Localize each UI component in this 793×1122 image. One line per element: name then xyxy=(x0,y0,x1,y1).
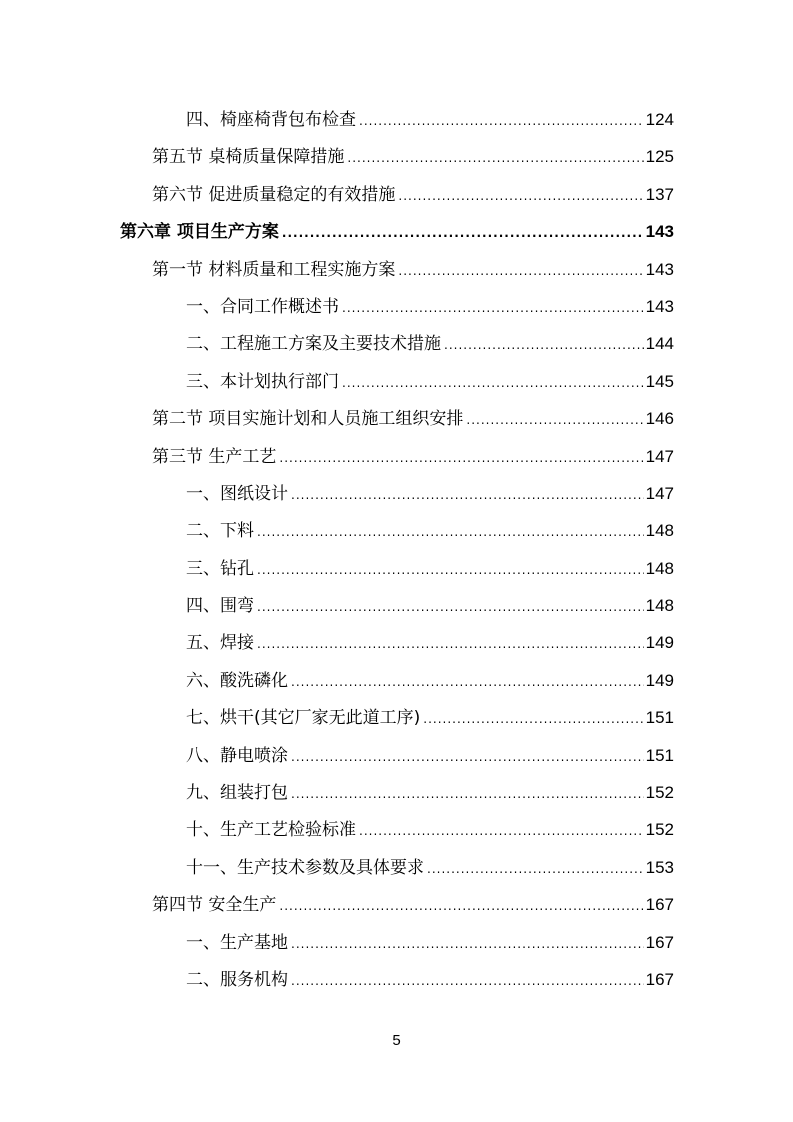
toc-entry-title: 第三节 生产工艺 xyxy=(152,446,277,467)
dot-leader xyxy=(291,776,644,813)
toc-entry[interactable] xyxy=(0,475,674,512)
toc-entry[interactable] xyxy=(0,176,674,213)
toc-entry-page: 144 xyxy=(645,334,674,354)
dot-leader xyxy=(359,813,644,850)
toc-entry-page: 167 xyxy=(645,932,674,952)
dot-leader xyxy=(257,552,644,589)
toc-entry-page: 143 xyxy=(645,296,674,316)
toc-entry[interactable] xyxy=(0,138,674,175)
toc-entry-title: 一、合同工作概述书 xyxy=(186,296,339,317)
toc-entry-page: 137 xyxy=(645,184,674,204)
toc-entry-title: 第二节 项目实施计划和人员施工组织安排 xyxy=(152,409,464,430)
toc-entry-title: 二、工程施工方案及主要技术措施 xyxy=(186,334,441,355)
toc-entry-page: 143 xyxy=(645,259,674,279)
toc-entry-title: 二、服务机构 xyxy=(186,969,288,990)
toc-entry[interactable] xyxy=(0,587,674,624)
table-of-contents xyxy=(0,101,793,998)
dot-leader xyxy=(444,327,644,364)
toc-entry-title: 一、图纸设计 xyxy=(186,483,288,504)
toc-entry-title: 六、酸洗磷化 xyxy=(186,670,288,691)
toc-entry-title: 九、组装打包 xyxy=(186,783,288,804)
dot-leader xyxy=(279,440,643,477)
toc-entry-title: 一、生产基地 xyxy=(186,932,288,953)
toc-entry-title: 十一、生产技术参数及具体要求 xyxy=(186,857,424,878)
dot-leader xyxy=(398,253,643,290)
toc-entry-page: 125 xyxy=(645,147,674,167)
dot-leader xyxy=(342,365,644,402)
dot-leader xyxy=(257,589,644,626)
dot-leader xyxy=(282,215,644,252)
toc-entry[interactable] xyxy=(0,662,674,699)
toc-entry[interactable] xyxy=(0,624,674,661)
toc-entry[interactable] xyxy=(0,961,674,998)
toc-entry-page: 148 xyxy=(645,596,674,616)
toc-entry-page: 149 xyxy=(645,633,674,653)
toc-entry[interactable] xyxy=(0,288,674,325)
toc-entry[interactable] xyxy=(0,699,674,736)
toc-entry-title: 八、静电喷涂 xyxy=(186,745,288,766)
toc-entry[interactable] xyxy=(0,400,674,437)
toc-entry[interactable] xyxy=(0,363,674,400)
dot-leader xyxy=(291,739,644,776)
dot-leader xyxy=(291,477,644,514)
toc-entry-title: 第五节 桌椅质量保障措施 xyxy=(152,147,345,168)
toc-entry[interactable] xyxy=(0,438,674,475)
toc-entry[interactable] xyxy=(0,737,674,774)
toc-entry[interactable] xyxy=(0,774,674,811)
toc-entry-title: 第六节 促进质量稳定的有效措施 xyxy=(152,184,396,205)
toc-entry-page: 152 xyxy=(645,783,674,803)
dot-leader xyxy=(342,290,644,327)
dot-leader xyxy=(427,851,644,888)
toc-entry-title: 四、围弯 xyxy=(186,596,254,617)
toc-entry-page: 149 xyxy=(645,670,674,690)
toc-entry[interactable] xyxy=(0,325,674,362)
toc-entry-page: 151 xyxy=(645,745,674,765)
toc-entry-page: 145 xyxy=(645,371,674,391)
toc-entry-page: 143 xyxy=(645,222,674,242)
toc-entry-page: 147 xyxy=(645,446,674,466)
dot-leader xyxy=(257,514,644,551)
toc-entry[interactable] xyxy=(0,101,674,138)
toc-entry-page: 151 xyxy=(645,708,674,728)
toc-entry-title: 第六章 项目生产方案 xyxy=(120,222,279,243)
dot-leader xyxy=(423,701,643,738)
toc-entry-title: 第四节 安全生产 xyxy=(152,895,277,916)
toc-entry[interactable] xyxy=(0,251,674,288)
dot-leader xyxy=(291,664,644,701)
dot-leader xyxy=(347,140,643,177)
toc-entry-page: 147 xyxy=(645,483,674,503)
toc-entry-page: 124 xyxy=(645,110,674,129)
dot-leader xyxy=(398,178,643,215)
toc-entry-page: 148 xyxy=(645,521,674,541)
dot-leader xyxy=(279,888,643,925)
toc-entry-title: 十、生产工艺检验标准 xyxy=(186,820,356,841)
toc-entry-title: 七、烘干(其它厂家无此道工序) xyxy=(186,708,421,729)
dot-leader xyxy=(291,926,644,963)
toc-entry-page: 152 xyxy=(645,820,674,840)
toc-entry-page: 167 xyxy=(645,969,674,989)
toc-entry-page: 167 xyxy=(645,895,674,915)
dot-leader xyxy=(466,402,643,439)
toc-entry[interactable] xyxy=(0,512,674,549)
toc-entry[interactable] xyxy=(0,811,674,848)
toc-entry[interactable] xyxy=(0,886,674,923)
toc-entry-title: 第一节 材料质量和工程实施方案 xyxy=(152,259,396,280)
toc-entry[interactable] xyxy=(0,849,674,886)
toc-entry-title: 五、焊接 xyxy=(186,633,254,654)
toc-entry-title: 四、椅座椅背包布检查 xyxy=(186,110,356,130)
dot-leader xyxy=(257,626,644,663)
toc-entry[interactable] xyxy=(0,550,674,587)
toc-chapter-entry[interactable] xyxy=(0,213,674,250)
toc-entry-title: 二、下料 xyxy=(186,521,254,542)
dot-leader xyxy=(291,963,644,1000)
toc-entry[interactable] xyxy=(0,924,674,961)
toc-entry-title: 三、钻孔 xyxy=(186,558,254,579)
page-number: 5 xyxy=(392,1032,401,1049)
toc-entry-title: 三、本计划执行部门 xyxy=(186,371,339,392)
toc-entry-page: 146 xyxy=(645,409,674,429)
dot-leader xyxy=(359,103,644,140)
toc-entry-page: 148 xyxy=(645,558,674,578)
toc-entry-page: 153 xyxy=(645,857,674,877)
